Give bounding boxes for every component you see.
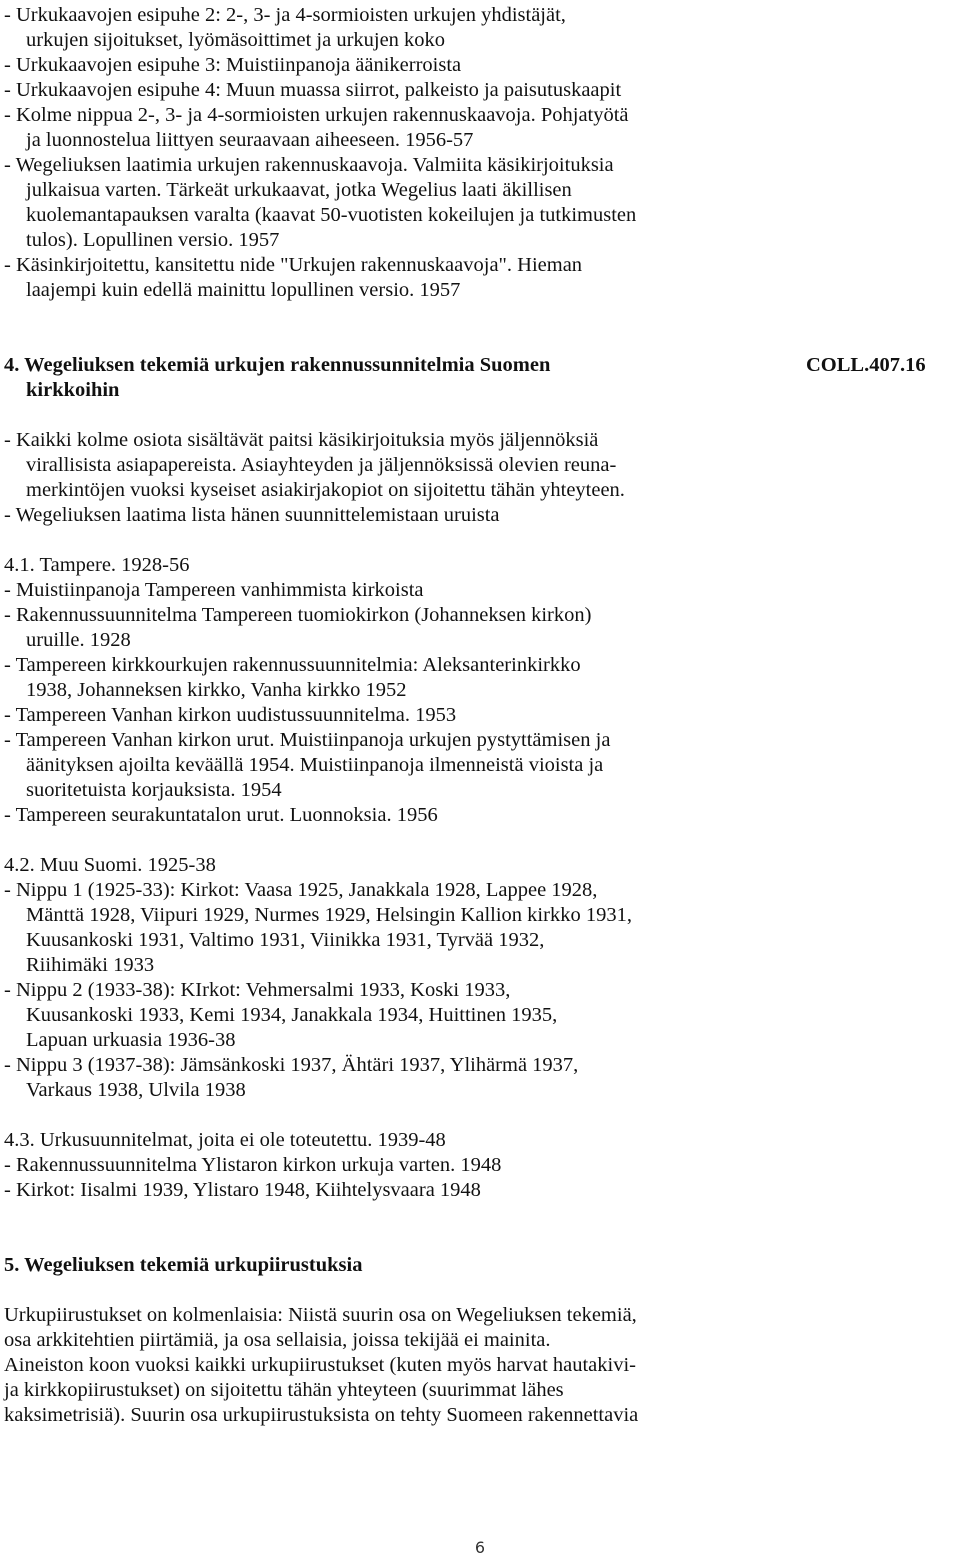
list-item: - Muistiinpanoja Tampereen vanhimmista kirkoista [4,579,424,601]
list-item-continuation: Mänttä 1928, Viipuri 1929, Nurmes 1929, Helsingin Kallion kirkko 1931, [26,904,632,926]
list-item: - Wegeliuksen laatima lista hänen suunnittelemistaan uruista [4,504,500,526]
list-item-continuation: Lapuan urkuasia 1936-38 [26,1029,236,1051]
list-item-continuation: laajempi kuin edellä mainittu lopullinen versio. 1957 [26,279,461,301]
list-item-continuation: urkujen sijoitukset, lyömäsoittimet ja urkujen koko [26,29,446,51]
list-item-continuation: uruille. 1928 [26,629,131,651]
collection-code: COLL.407.16 [806,354,926,376]
subsection-heading: 4.2. Muu Suomi. 1925-38 [4,854,216,876]
list-item-continuation: virallisista asiapapereista. Asiayhteyden ja jäljennöksissä olevien reuna- [26,454,617,476]
list-item-continuation: Varkaus 1938, Ulvila 1938 [26,1079,246,1101]
list-item: - Tampereen Vanhan kirkon uudistussuunnitelma. 1953 [4,704,457,726]
paragraph-line: osa arkkitehtien piirtämiä, ja osa sellaisia, joissa tekijää ei mainita. [4,1329,551,1351]
list-item-continuation: merkintöjen vuoksi kyseiset asiakirjakopiot on sijoitettu tähän yhteyteen. [26,479,625,501]
list-item-continuation: julkaisua varten. Tärkeät urkukaavat, jotka Wegelius laati äkillisen [26,179,572,201]
list-item-continuation: Riihimäki 1933 [26,954,155,976]
paragraph-line: Urkupiirustukset on kolmenlaisia: Niistä suurin osa on Wegeliuksen tekemiä, [4,1304,637,1326]
list-item: - Wegeliuksen laatimia urkujen rakennuskaavoja. Valmiita käsikirjoituksia [4,154,614,176]
section-heading: 4. Wegeliuksen tekemiä urkujen rakennussunnitelmia Suomen [4,354,551,376]
list-item-continuation: 1938, Johanneksen kirkko, Vanha kirkko 1952 [26,679,407,701]
paragraph-line: ja kirkkopiirustukset) on sijoitettu tähän yhteyteen (suurimmat lähes [4,1379,564,1401]
list-item: - Käsinkirjoitettu, kansitettu nide "Urkujen rakennuskaavoja". Hieman [4,254,583,276]
list-item: - Nippu 3 (1937-38): Jämsänkoski 1937, Ähtäri 1937, Ylihärmä 1937, [4,1054,579,1076]
list-item: - Kolme nippua 2-, 3- ja 4-sormioisten urkujen rakennuskaavoja. Pohjatyötä [4,104,629,126]
list-item-continuation: ja luonnostelua liittyen seuraavaan aiheeseen. 1956-57 [26,129,474,151]
list-item-continuation: äänityksen ajoilta keväällä 1954. Muistiinpanoja ilmenneistä vioista ja [26,754,604,776]
list-item: - Rakennussuunnitelma Ylistaron kirkon urkuja varten. 1948 [4,1154,502,1176]
section-heading: 5. Wegeliuksen tekemiä urkupiirustuksia [4,1254,363,1276]
list-item-continuation: kuolemantapauksen varalta (kaavat 50-vuotisten kokeilujen ja tutkimusten [26,204,637,226]
list-item-continuation: Kuusankoski 1931, Valtimo 1931, Viinikka 1931, Tyrvää 1932, [26,929,545,951]
list-item: - Nippu 1 (1925-33): Kirkot: Vaasa 1925, Janakkala 1928, Lappee 1928, [4,879,598,901]
paragraph-line: kaksimetrisiä). Suurin osa urkupiirustuksista on tehty Suomeen rakennettavia [4,1404,639,1426]
page-number: 6 [474,1538,486,1557]
list-item: - Rakennussuunnitelma Tampereen tuomiokirkon (Johanneksen kirkon) [4,604,592,626]
list-item: - Nippu 2 (1933-38): KIrkot: Vehmersalmi 1933, Koski 1933, [4,979,511,1001]
list-item: - Urkukaavojen esipuhe 4: Muun muassa siirrot, palkeisto ja paisutuskaapit [4,79,622,101]
list-item-continuation: Kuusankoski 1933, Kemi 1934, Janakkala 1934, Huittinen 1935, [26,1004,558,1026]
list-item: - Urkukaavojen esipuhe 2: 2-, 3- ja 4-sormioisten urkujen yhdistäjät, [4,4,566,26]
list-item: - Urkukaavojen esipuhe 3: Muistiinpanoja äänikerroista [4,54,462,76]
list-item-continuation: suoritetuista korjauksista. 1954 [26,779,282,801]
list-item: - Tampereen Vanhan kirkon urut. Muistiinpanoja urkujen pystyttämisen ja [4,729,611,751]
list-item: - Kaikki kolme osiota sisältävät paitsi käsikirjoituksia myös jäljennöksiä [4,429,599,451]
list-item: - Tampereen seurakuntatalon urut. Luonnoksia. 1956 [4,804,438,826]
section-heading-continuation: kirkkoihin [26,379,120,401]
list-item: - Kirkot: Iisalmi 1939, Ylistaro 1948, Kiihtelysvaara 1948 [4,1179,481,1201]
list-item-continuation: tulos). Lopullinen versio. 1957 [26,229,280,251]
subsection-heading: 4.1. Tampere. 1928-56 [4,554,190,576]
paragraph-line: Aineiston koon vuoksi kaikki urkupiirustukset (kuten myös harvat hautakivi- [4,1354,636,1376]
list-item: - Tampereen kirkkourkujen rakennussuunnitelmia: Aleksanterinkirkko [4,654,581,676]
subsection-heading: 4.3. Urkusuunnitelmat, joita ei ole toteutettu. 1939-48 [4,1129,446,1151]
